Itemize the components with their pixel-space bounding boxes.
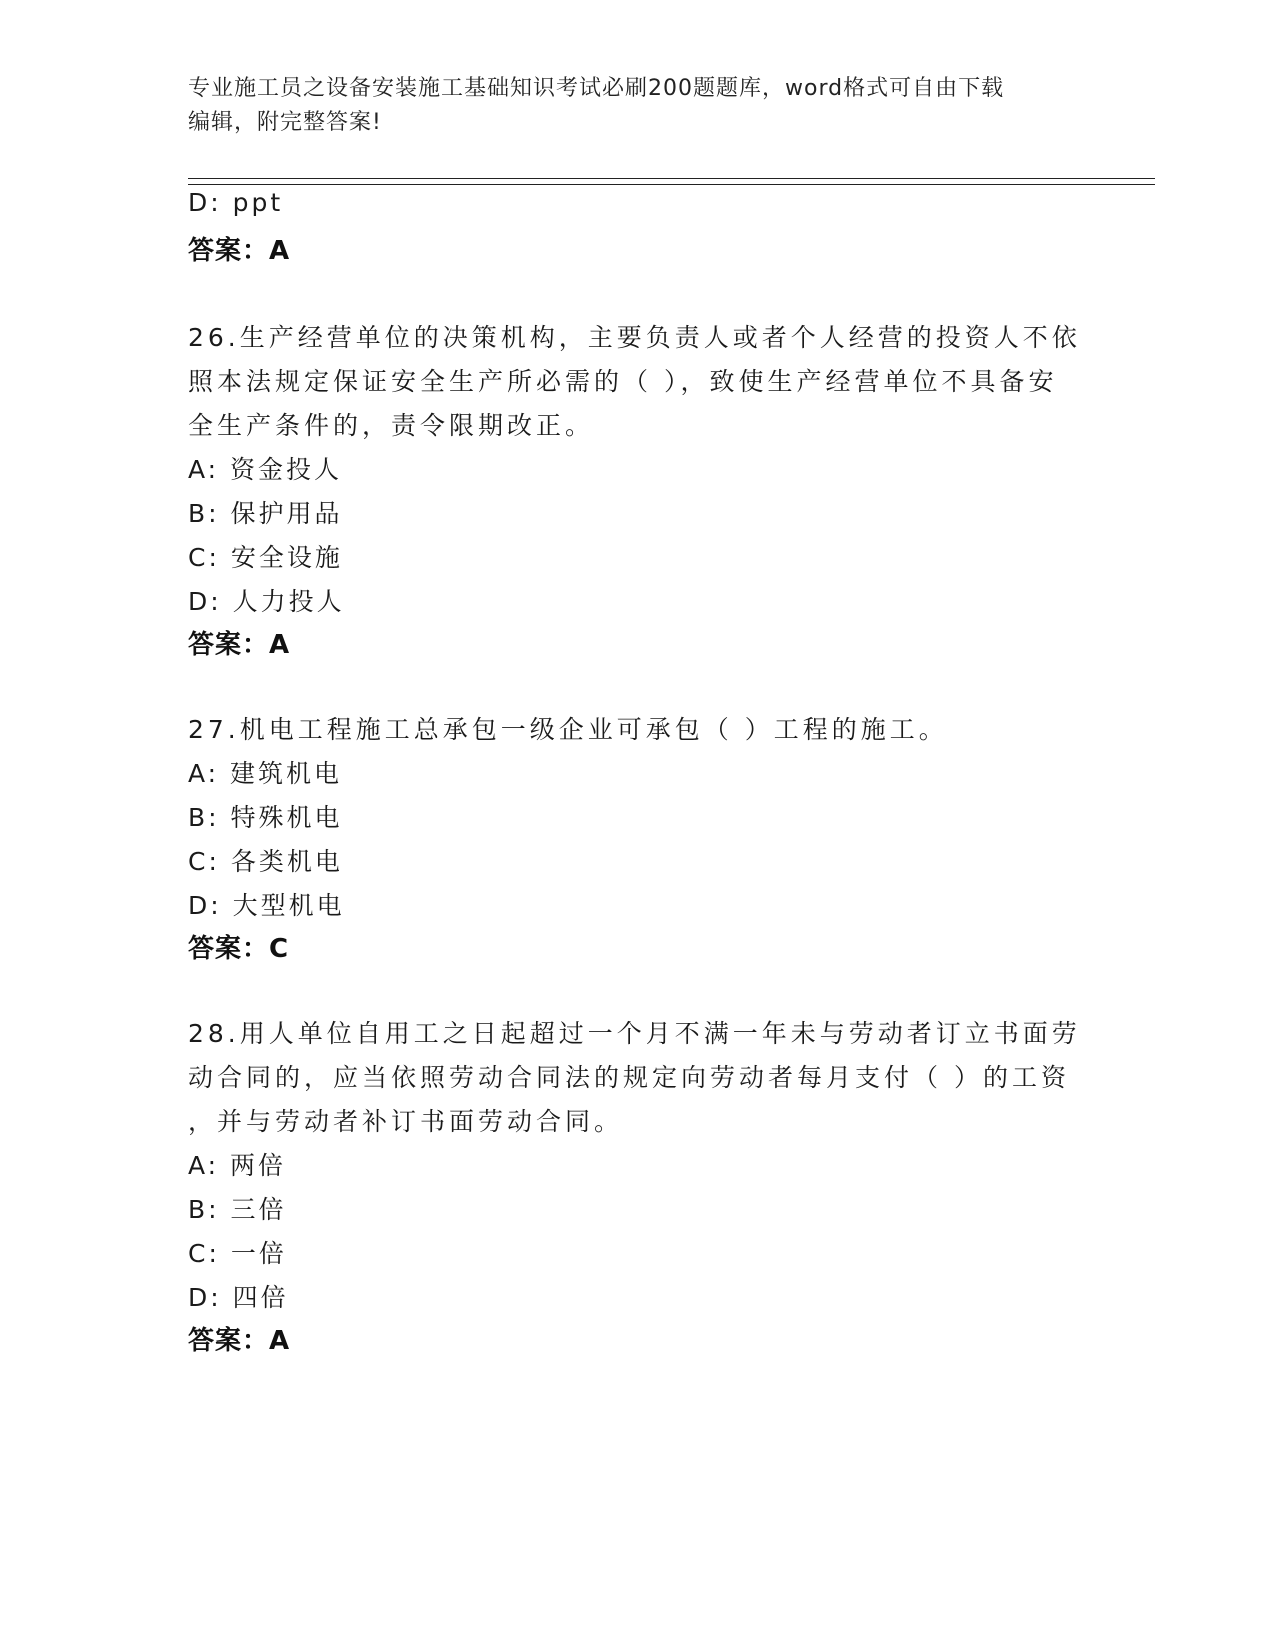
answer-label: 答案：A xyxy=(188,630,291,660)
option-a: A: 建筑机电 xyxy=(188,759,343,788)
question-text-line-1: 27.机电工程施工总承包一级企业可承包（ ）工程的施工。 xyxy=(188,715,948,744)
question-text-line-2: 动合同的，应当依照劳动合同法的规定向劳动者每月支付（ ）的工资 xyxy=(188,1063,1070,1092)
header-rule-top xyxy=(188,178,1155,179)
option-d: D: 大型机电 xyxy=(188,891,345,920)
document-header xyxy=(188,72,1088,140)
header-line-2: 编辑，附完整答案! xyxy=(188,110,382,135)
option-d: D: 四倍 xyxy=(188,1283,289,1312)
answer-label: 答案：A xyxy=(188,1326,291,1356)
question-text-line-1: 26.生产经营单位的决策机构，主要负责人或者个人经营的投资人不依 xyxy=(188,323,1081,352)
answer-label: 答案：A xyxy=(188,236,291,266)
option-d: D: 人力投人 xyxy=(188,587,345,616)
option-c: C: 一倍 xyxy=(188,1239,287,1268)
option-b: B: 特殊机电 xyxy=(188,803,343,832)
answer-label: 答案：C xyxy=(188,934,290,964)
question-text-line-3: ，并与劳动者补订书面劳动合同。 xyxy=(188,1107,624,1136)
header-line-1: 专业施工员之设备安装施工基础知识考试必刷200题题库，word格式可自由下载 xyxy=(188,76,1005,101)
option-b: B: 三倍 xyxy=(188,1195,287,1224)
option-a: A: 两倍 xyxy=(188,1151,287,1180)
option-b: B: 保护用品 xyxy=(188,499,343,528)
option-c: C: 各类机电 xyxy=(188,847,343,876)
question-text-line-2: 照本法规定保证安全生产所必需的（ ），致使生产经营单位不具备安 xyxy=(188,367,1058,396)
option-d: D: ppt xyxy=(188,188,284,217)
option-a: A: 资金投人 xyxy=(188,455,343,484)
question-text-line-1: 28.用人单位自用工之日起超过一个月不满一年未与劳动者订立书面劳 xyxy=(188,1019,1081,1048)
option-c: C: 安全设施 xyxy=(188,543,343,572)
header-rule-bottom xyxy=(188,184,1155,185)
question-text-line-3: 全生产条件的，责令限期改正。 xyxy=(188,411,595,440)
